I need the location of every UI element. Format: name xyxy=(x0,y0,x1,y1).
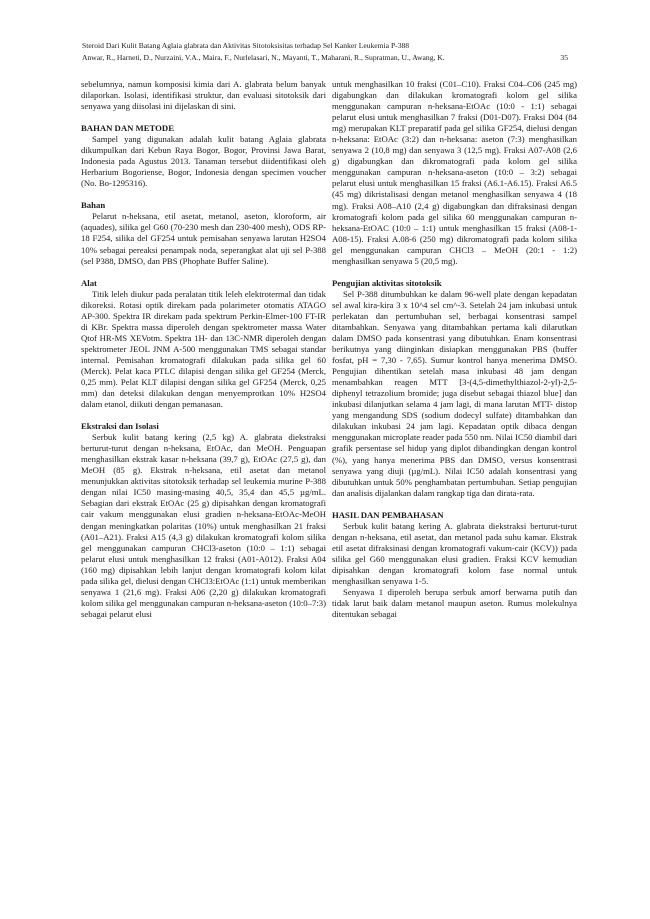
bahan-paragraph: Pelarut n-heksana, etil asetat, metanol, aseton, kloroform, air (aquades), silika gel G60 (70-230 mesh dan 230-400 mesh), ODS RP-18 F254, silika del GF254 untuk pemisahan senyawa larutan H2SO4 10% sebagai pereaksi penampak noda, seperangkat alat uji sel P-388 (sel P388, DMSO, dan PBS (Phophate Buffer Saline). xyxy=(81,211,326,266)
hasil-paragraph-2: Senyawa 1 diperoleh berupa serbuk amorf berwarna putih dan tidak larut baik dalam metanol maupun aseton. Rumus molekulnya ditentukan sebagai xyxy=(332,586,577,620)
continued-paragraph: untuk menghasilkan 10 fraksi (C01–C10). Fraksi C04–C06 (245 mg) digabungkan dan dilakukan kromatografi kolom gel silika menggunakan campuran n-heksana-EtOAc (10:0 - 1:1) sebagai pelarut elusi untuk menghasilkan 7 fraksi (D01-D07). Fraksi D04 (84 mg) merupakan KLT preparatif pada gel silika GF254, dielusi dengan n-heksana: EtOAc (3:2) dan n-heksana: aseton (7:3) menghasilkan senyawa 2 (10,8 mg) dan senyawa 3 (12,5 mg). Fraksi A07-A08 (2,6 g) digabungkan dan dikromatografi pada kolom gel silika menggunakan campuran n-heksana-aseton (10:0 – 3:2) sebagai pelarut elusi untuk menghasilkan 15 fraksi (A6.1-A6.15). Fraksi A6.5 (45 mg) dikristalisasi dengan metanol menghasilkan senyawa 4 (18 mg). Fraksi A08–A10 (2,4 g) digabungkan dan difraksinasi dengan kromatografi kolom pada gel silika 60 menggunakan campuran n-heksana-EtOAC (10:0 – 1:1) untuk menghasilkan 15 fraksi (A08-1-A08-15). Fraksi A.08-6 (250 mg) dikromatografi pada kolom silika gel menggunakan campuran CHCl3 – MeOH (20:1 - 1:2) menghasilkan senyawa 5 (20,5 mg). xyxy=(332,79,577,266)
section-heading-hasil: HASIL DAN PEMBAHASAN xyxy=(332,509,444,520)
subheading-bahan: Bahan xyxy=(81,200,106,211)
ekstraksi-paragraph: Serbuk kulit batang kering (2,5 kg) A. glabrata diekstraksi berturut-turut dengan n-heksana, EtOAc, dan MeOH. Penguapan menghasilkan ekstrak kasar n-heksana (39,7 g), EtOAc (27,5 g), dan MeOH (85 g). Ekstrak n-heksana, etil asetat dan metanol menunjukkan aktivitas sitotoksik terhadap sel leukemia murine P-388 dengan nilai IC50 masing-masing 40,5, 35,4 dan 45,5 µg/mL. Sebagian dari ekstrak EtOAc (25 g) dipisahkan dengan kromatografi cair vakum menggunakan elusi gradien n-heksana-EtOAc-MeOH dengan meningkatkan polaritas (10%) untuk menghasilkan 21 fraksi (A01–A21). Fraksi A15 (4,3 g) dilakukan kromatografi kolom silika gel menggunakan campuran CHCl3-aseton (10:0 – 1:1) sebagai pelarut elusi untuk menghasilkan 12 fraksi (A01-A012). Fraksi A04 (160 mg) dipisahkan lebih lanjut dengan kromatografi kolom kilat pada silika gel, dielusi dengan CHCl3:EtOAc (1:1) untuk memberikan senyawa 1 (21,6 mg). Fraksi A06 (2,20 g) dilakukan kromatografi kolom silika gel menggunakan campuran n-heksana-aseton (10:0–7:3) sebagai pelarut elusi xyxy=(81,432,326,619)
subheading-alat: Alat xyxy=(81,277,97,288)
running-header xyxy=(82,40,562,64)
sampel-paragraph: Sampel yang digunakan adalah kulit batang Aglaia glabrata dikumpulkan dari Kebun Raya Bogor, Bogor, Provinsi Jawa Barat, Indonesia pada Agustus 2013. Tanaman tersebut diidentifikasi oleh Herbarium Bogoriense, Bogor, Indonesia dengan specimen voucher (No. Bo-1295316). xyxy=(81,134,326,189)
section-heading-bahan-dan-metode: BAHAN DAN METODE xyxy=(81,123,174,134)
page-number: 35 xyxy=(560,53,568,62)
hasil-paragraph-1: Serbuk kulit batang kering A. glabrata diekstraksi berturut-turut dengan n-heksana, etil asetat, dan metanol pada suhu kamar. Ekstrak etil asetat difraksinasi dengan kromatografi vakum-cair (KCV)) pada silika gel G60 menggunakan elusi gradien. Fraksi KCV kemudian dipisahkan dengan kromatografi kolom fase normal untuk menghasilkan senyawa 1-5. xyxy=(332,520,577,586)
right-column xyxy=(332,79,577,620)
left-column xyxy=(81,79,326,620)
alat-paragraph: Titik leleh diukur pada peralatan titik leleh elektrotermal dan tidak dikoreksi. Rotasi optik direkam pada polarimeter otomatis ATAGO AP-300. Spektra IR direkam pada spektrum Perkin-Elmer-100 FT-IR di KBr. Spektra massa diperoleh dengan spektrometer massa Water Qtof HR-MS XEVotm. Spektra 1H- dan 13C-NMR diperoleh dengan spektrometer JEOL JNM A-500 menggunakan TMS sebagai standar internal. Pemisahan kromatografi dilakukan pada silika gel 60 (Merck). Pelat kaca PTLC dilapisi dengan silika gel GF254 (Merck, 0,25 mm). Pelat KLT dilapisi dengan silika gel GF254 (Merck, 0,25 mm) dan deteksi dilakukan dengan menyemprotkan 10% H2SO4 dalam etanol, diikuti dengan pemanasan. xyxy=(81,288,326,410)
intro-paragraph: sebelumnya, namun komposisi kimia dari A. glabrata belum banyak dilaporkan. Isolasi, identifikasi struktur, dan evaluasi sitotoksik dari senyawa yang diisolasi ini dijelaskan di sini. xyxy=(81,79,326,112)
subheading-ekstraksi-isolasi: Ekstraksi dan Isolasi xyxy=(81,421,159,432)
subheading-pengujian: Pengujian aktivitas sitotoksik xyxy=(332,277,442,288)
header-title: Steroid Dari Kulit Batang Aglaia glabrata dan Aktivitas Sitotoksisitas terhadap Sel Kanker Leukemia P-388 xyxy=(82,41,410,50)
header-authors: Anwar, R., Harneti, D., Nurzaini, V.A., Maira, F., Nurlelasari, N., Mayanti, T., Maharani, R., Supratman, U., Awang, K. xyxy=(82,53,445,62)
pengujian-paragraph: Sel P-388 ditumbuhkan ke dalam 96-well plate dengan kepadatan sel awal kira-kira 3 x 10^4 sel cm^-3. Setelah 24 jam inkubasi untuk perlekatan dan pertumbuhan sel, berbagai konsentrasi sampel ditambahkan. Senyawa yang ditambahkan pertama kali dilarutkan dalam DMSO pada konsentrasi yang dibutuhkan. Enam konsentrasi berikutnya yang diinginkan disiapkan menggunakan PBS (buffer fosfat, pH = 7,30 - 7,65). Sumur kontrol hanya menerima DMSO. Pengujian dihentikan setelah masa inkubasi 48 jam dengan menambahkan reagen MTT [3-(4,5-dimethylthiazol-2-yl)-2,5-diphenyl tetrazolium bromide; juga disebut sebagai thiazol blue] dan inkubasi dilanjutkan selama 4 jam lagi, di mana larutan MTT- distop yang mengandung SDS (sodium dodecyl sulfate) ditambahkan dan dilakukan inkubasi 24 jam lagi. Kepadatan optik dibaca dengan menggunakan microplate reader pada 550 nm. Nilai IC50 diambil dari grafik persentase sel hidup yang diplot dibandingkan dengan kontrol (%), yang hanya menerima PBS dan DMSO, versus konsentrasi senyawa yang diuji (µg/mL). Nilai IC50 adalah konsentrasi yang dibutuhkan untuk 50% penghambatan pertumbuhan. Setiap pengujian dan analisis dijalankan dalam rangkap tiga dan dirata-rata. xyxy=(332,288,577,498)
